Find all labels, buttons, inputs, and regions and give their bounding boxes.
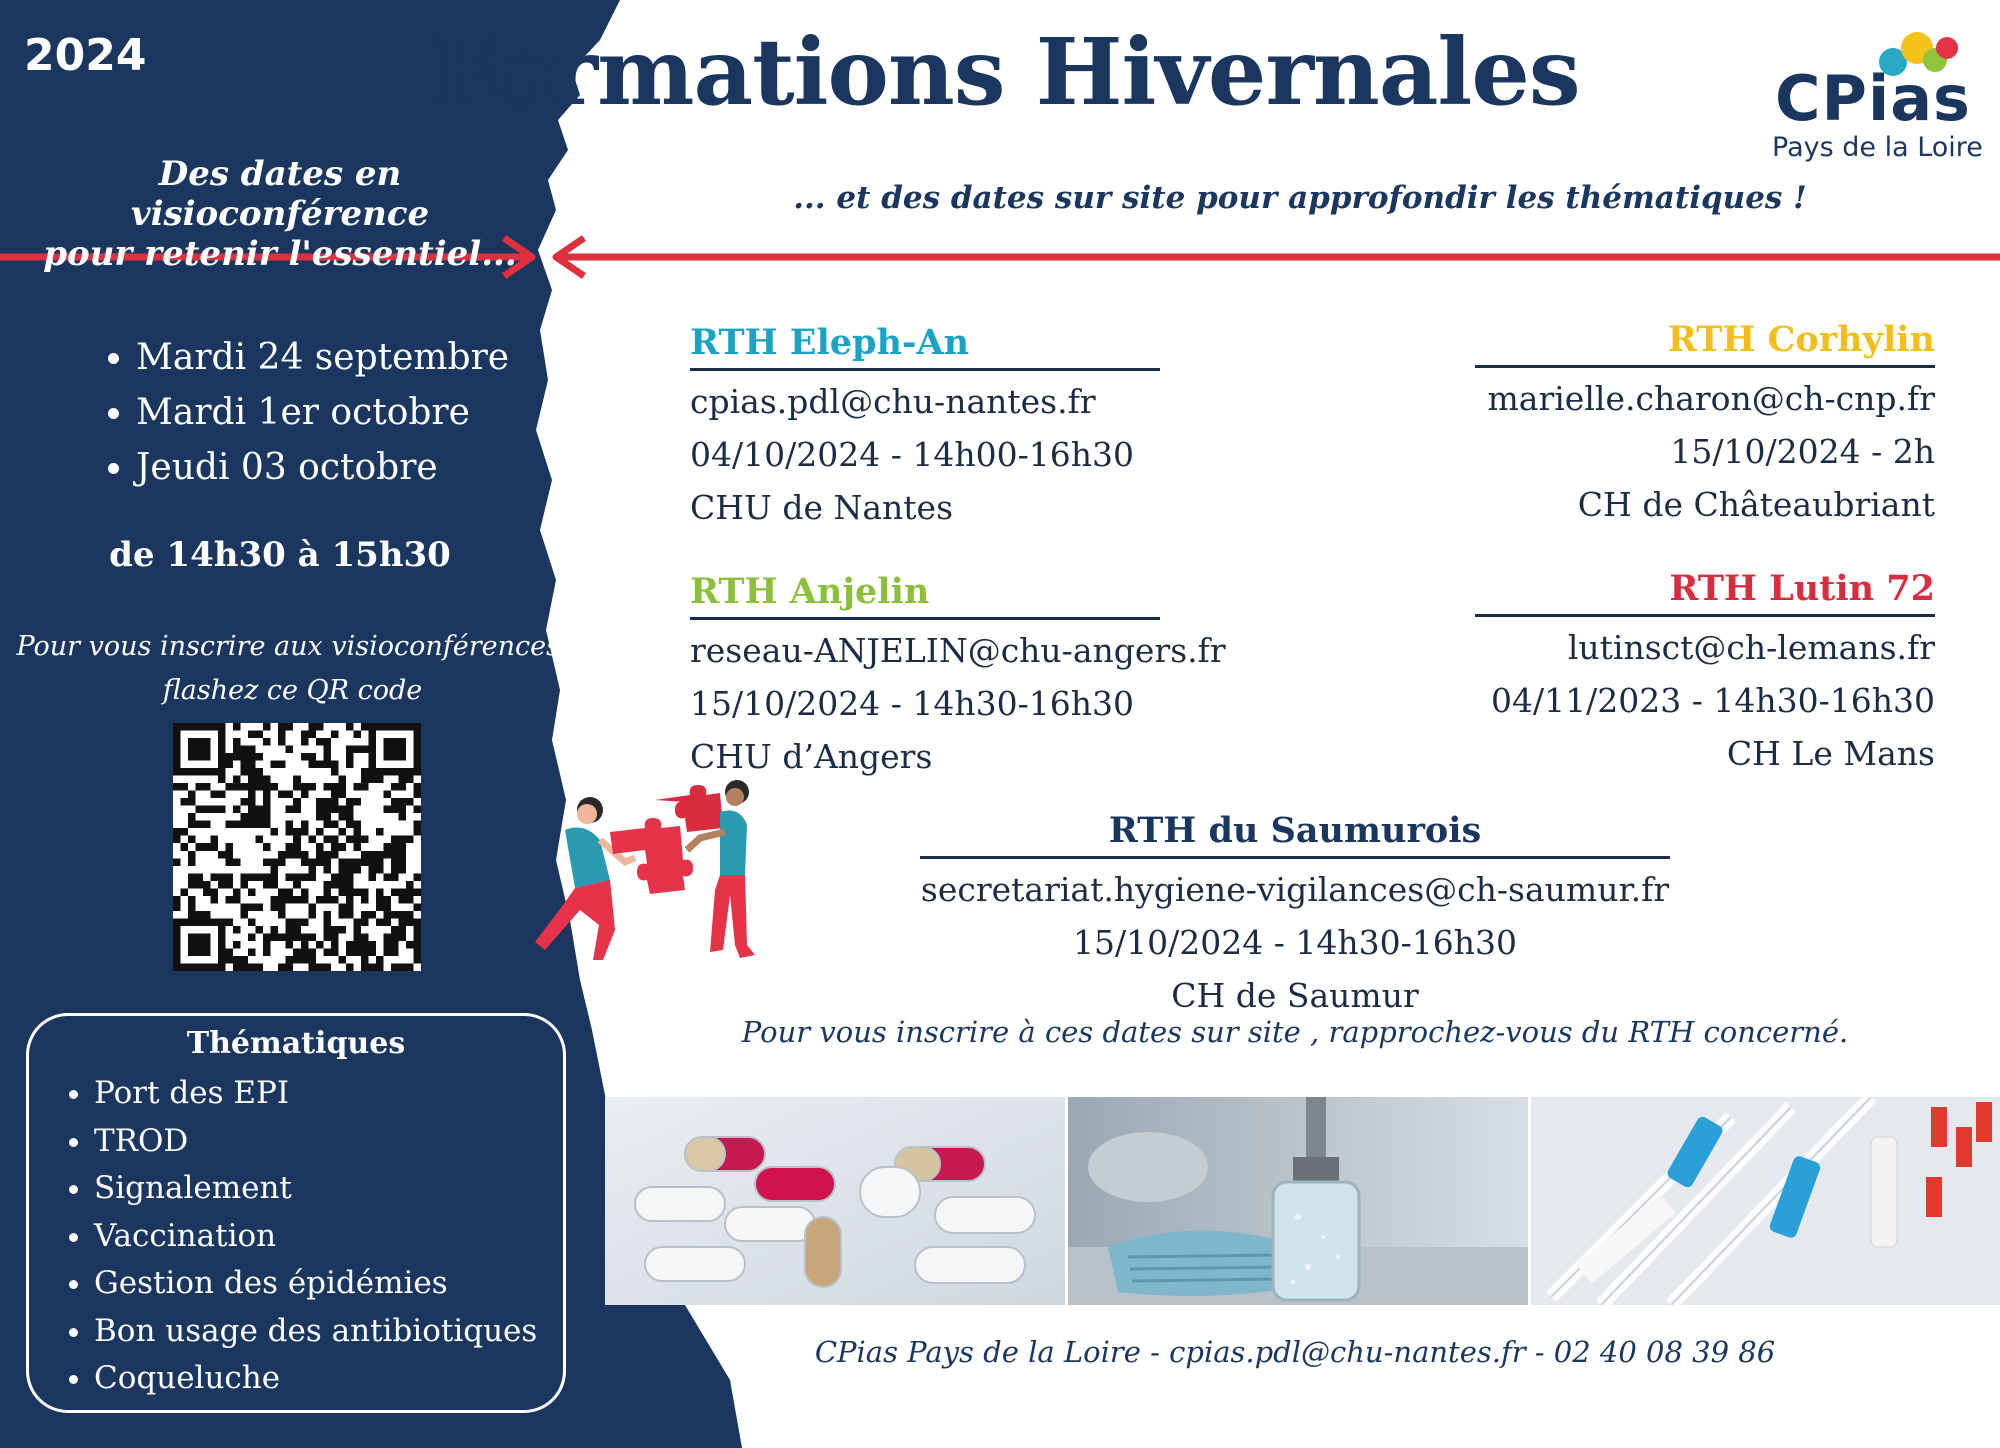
pills-photo — [605, 1097, 1065, 1305]
visio-hours: de 14h30 à 15h30 — [109, 535, 451, 575]
themes-title: Thématiques — [186, 1026, 406, 1061]
rth-divider — [690, 368, 1160, 371]
rth-name: RTH Anjelin — [690, 571, 930, 612]
rth-name: RTH du Saumurois — [1108, 810, 1482, 851]
rth-date: 04/11/2023 - 14h30-16h30 — [1491, 681, 1935, 720]
rth-location: CH de Châteaubriant — [1577, 485, 1935, 524]
visio-date: • Mardi 24 septembre — [136, 330, 509, 385]
subtitle-site: ... et des dates sur site pour approfondir les thématiques ! — [793, 180, 1807, 216]
rth-date: 04/10/2024 - 14h00-16h30 — [690, 435, 1134, 474]
cpias-logo-text: CPias — [1775, 62, 1971, 135]
rth-name: RTH Eleph-An — [690, 322, 970, 363]
theme-item: • Gestion des épidémies — [94, 1260, 537, 1308]
visio-date: • Jeudi 03 octobre — [136, 440, 509, 495]
visio-date: • Mardi 1er octobre — [136, 385, 509, 440]
test-swabs-photo — [1531, 1097, 2000, 1305]
page-title: Formations Hivernales — [430, 18, 1580, 126]
rth-location: CH Le Mans — [1726, 734, 1935, 773]
rth-divider — [1475, 365, 1935, 368]
rth-email[interactable]: marielle.charon@ch-cnp.fr — [1487, 379, 1935, 418]
rth-location: CHU de Nantes — [690, 488, 954, 527]
theme-item: • Coqueluche — [94, 1355, 537, 1403]
visio-dates-list — [100, 330, 509, 495]
rth-divider — [690, 617, 1160, 620]
theme-item: • Vaccination — [94, 1213, 537, 1261]
footer-contact: CPias Pays de la Loire - cpias.pdl@chu-nantes.fr - 02 40 08 39 86 — [814, 1335, 1776, 1369]
visio-register-line2: flashez ce QR code — [162, 675, 423, 706]
theme-item: • Bon usage des antibiotiques — [94, 1308, 537, 1356]
theme-item: • TROD — [94, 1118, 537, 1166]
puzzle-people-illustration-icon — [515, 770, 775, 970]
rth-divider — [1475, 614, 1935, 617]
rth-email[interactable]: cpias.pdl@chu-nantes.fr — [690, 382, 1096, 421]
rth-location: CHU d’Angers — [690, 737, 933, 776]
rth-date: 15/10/2024 - 14h30-16h30 — [690, 684, 1134, 723]
rth-block-lutin72 — [1430, 564, 1935, 780]
rth-date: 15/10/2024 - 2h — [1670, 432, 1935, 471]
rth-email[interactable]: reseau-ANJELIN@chu-angers.fr — [690, 631, 1226, 670]
rth-block-corhylin — [1430, 315, 1935, 531]
visio-register-line1: Pour vous inscrire aux visioconférences, — [16, 631, 569, 662]
sanitizer-mask-photo — [1068, 1097, 1528, 1305]
year-label: 2024 — [24, 30, 147, 81]
rth-block-eleph-an — [690, 318, 1160, 534]
visio-register-note — [0, 625, 585, 713]
rth-date: 15/10/2024 - 14h30-16h30 — [1073, 923, 1517, 962]
theme-item: • Port des EPI — [94, 1070, 537, 1118]
rth-block-saumurois — [920, 806, 1670, 1022]
subtitle-visio-line1: Des dates en visioconférence — [130, 154, 430, 234]
rth-email[interactable]: lutinsct@ch-lemans.fr — [1567, 628, 1935, 667]
qr-code-icon[interactable] — [173, 723, 421, 971]
rth-email[interactable]: secretariat.hygiene-vigilances@ch-saumur.fr — [920, 870, 1670, 909]
rth-block-anjelin — [690, 567, 1270, 783]
theme-item: • Signalement — [94, 1165, 537, 1213]
subtitle-visio-line2: pour retenir l'essentiel... — [43, 234, 517, 274]
rth-name: RTH Lutin 72 — [1669, 568, 1935, 609]
rth-location: CH de Saumur — [1171, 976, 1419, 1015]
cpias-logo-region: Pays de la Loire — [1772, 132, 1983, 163]
site-register-note: Pour vous inscrire à ces dates sur site , rapprochez-vous du RTH concerné. — [741, 1015, 1849, 1049]
subtitle-visio — [10, 154, 550, 274]
rth-divider — [920, 856, 1670, 859]
rth-name: RTH Corhylin — [1667, 319, 1935, 360]
themes-list — [56, 1070, 537, 1403]
